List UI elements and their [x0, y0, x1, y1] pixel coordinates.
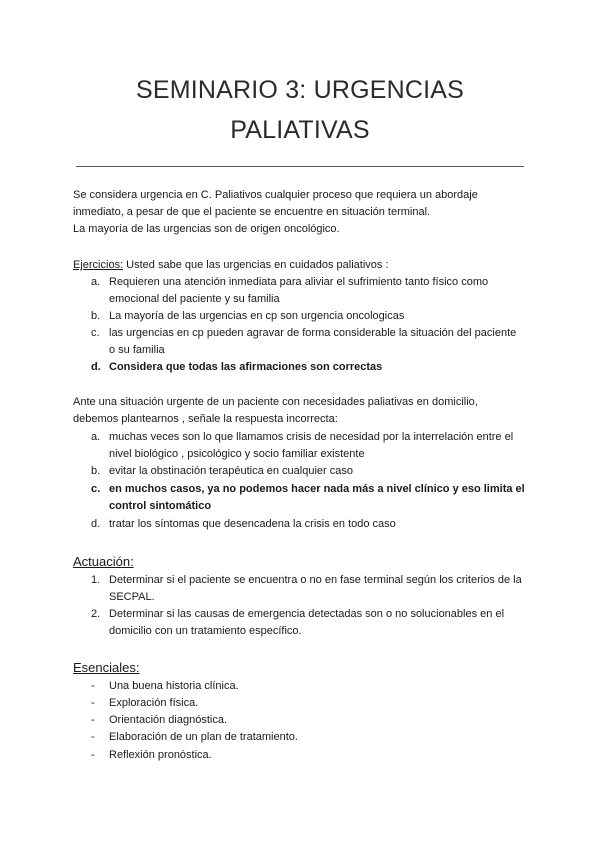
esenciales-item-1: Una buena historia clínica.	[109, 680, 239, 692]
actuacion-item-1-line-1: Determinar si el paciente se encuentra o no en fase terminal según los criterios de la	[109, 574, 522, 586]
ex1-option-b-marker: b.	[91, 310, 101, 322]
title-divider	[76, 166, 524, 167]
actuacion-heading: Actuación:	[73, 554, 134, 569]
ex2-option-c-line-1: en muchos casos, ya no podemos hacer nada más a nivel clínico y eso limita el	[109, 483, 525, 495]
ex2-option-a-marker: a.	[91, 431, 101, 443]
ex2-option-c-line-2: control sintomático	[109, 500, 212, 512]
esenciales-item-1-marker: -	[91, 680, 95, 692]
esenciales-item-5: Reflexión pronóstica.	[109, 749, 212, 761]
ex2-option-c-marker: c.	[91, 483, 101, 495]
intro-line-2: inmediato, a pesar de que el paciente se encuentre en situación terminal.	[73, 206, 431, 218]
ex1-option-a-line-1: Requieren una atención inmediata para aliviar el sufrimiento tanto físico como	[109, 276, 489, 288]
actuacion-item-2-marker: 2.	[91, 608, 101, 620]
ex2-option-a-line-2: nivel biológico , psicológico y socio familiar existente	[109, 448, 365, 460]
ex2-option-b-line-1: evitar la obstinación terapéutica en cualquier caso	[109, 465, 353, 477]
esenciales-item-4-marker: -	[91, 731, 95, 743]
intro-line-3: La mayoría de las urgencias son de origen oncológico.	[73, 223, 340, 235]
esenciales-item-2-marker: -	[91, 697, 95, 709]
actuacion-item-1-line-2: SECPAL.	[109, 591, 155, 603]
exercises-label: Ejercicios:	[73, 259, 124, 271]
exercise-2-question-line-2: debemos plantearnos , señale la respuesta incorrecta:	[73, 413, 338, 425]
ex1-option-c-line-1: las urgencias en cp pueden agravar de forma considerable la situación del paciente	[109, 327, 517, 339]
esenciales-item-3-marker: -	[91, 714, 95, 726]
exercise-2-question-line-1: Ante una situación urgente de un paciente con necesidades paliativas en domicilio,	[73, 396, 478, 408]
esenciales-item-2: Exploración física.	[109, 697, 199, 709]
ex2-option-d-marker: d.	[91, 518, 101, 530]
esenciales-heading: Esenciales:	[73, 660, 140, 675]
exercise-1-question	[73, 257, 389, 274]
actuacion-item-1-marker: 1.	[91, 574, 101, 586]
ex1-option-a-marker: a.	[91, 276, 101, 288]
esenciales-item-5-marker: -	[91, 749, 95, 761]
actuacion-item-2-line-1: Determinar si las causas de emergencia detectadas son o no solucionables en el	[109, 608, 505, 620]
ex1-option-a-line-2: emocional del paciente y su familia	[109, 293, 280, 305]
exercise-1-question-text: Usted sabe que las urgencias en cuidados paliativos :	[123, 259, 389, 271]
ex1-option-c-marker: c.	[91, 327, 100, 339]
actuacion-item-2-line-2: domicilio con un tratamiento específico.	[109, 625, 302, 637]
esenciales-item-3: Orientación diagnóstica.	[109, 714, 228, 726]
ex2-option-a-line-1: muchas veces son lo que llamamos crisis de necesidad por la interrelación entre el	[109, 431, 514, 443]
ex1-option-c-line-2: o su familia	[109, 344, 165, 356]
ex1-option-b-line-1: La mayoría de las urgencias en cp son urgencia oncologicas	[109, 310, 405, 322]
esenciales-item-4: Elaboración de un plan de tratamiento.	[109, 731, 298, 743]
ex2-option-d-line-1: tratar los síntomas que desencadena la crisis en todo caso	[109, 518, 396, 530]
intro-line-1: Se considera urgencia en C. Paliativos cualquier proceso que requiera un abordaje	[73, 189, 478, 201]
page-title-line-1: SEMINARIO 3: URGENCIAS	[135, 76, 465, 104]
ex1-option-d-marker: d.	[91, 361, 101, 373]
page-title-line-2: PALIATIVAS	[230, 116, 370, 144]
ex2-option-b-marker: b.	[91, 465, 101, 477]
ex1-option-d-line-1: Considera que todas las afirmaciones son correctas	[109, 361, 383, 373]
